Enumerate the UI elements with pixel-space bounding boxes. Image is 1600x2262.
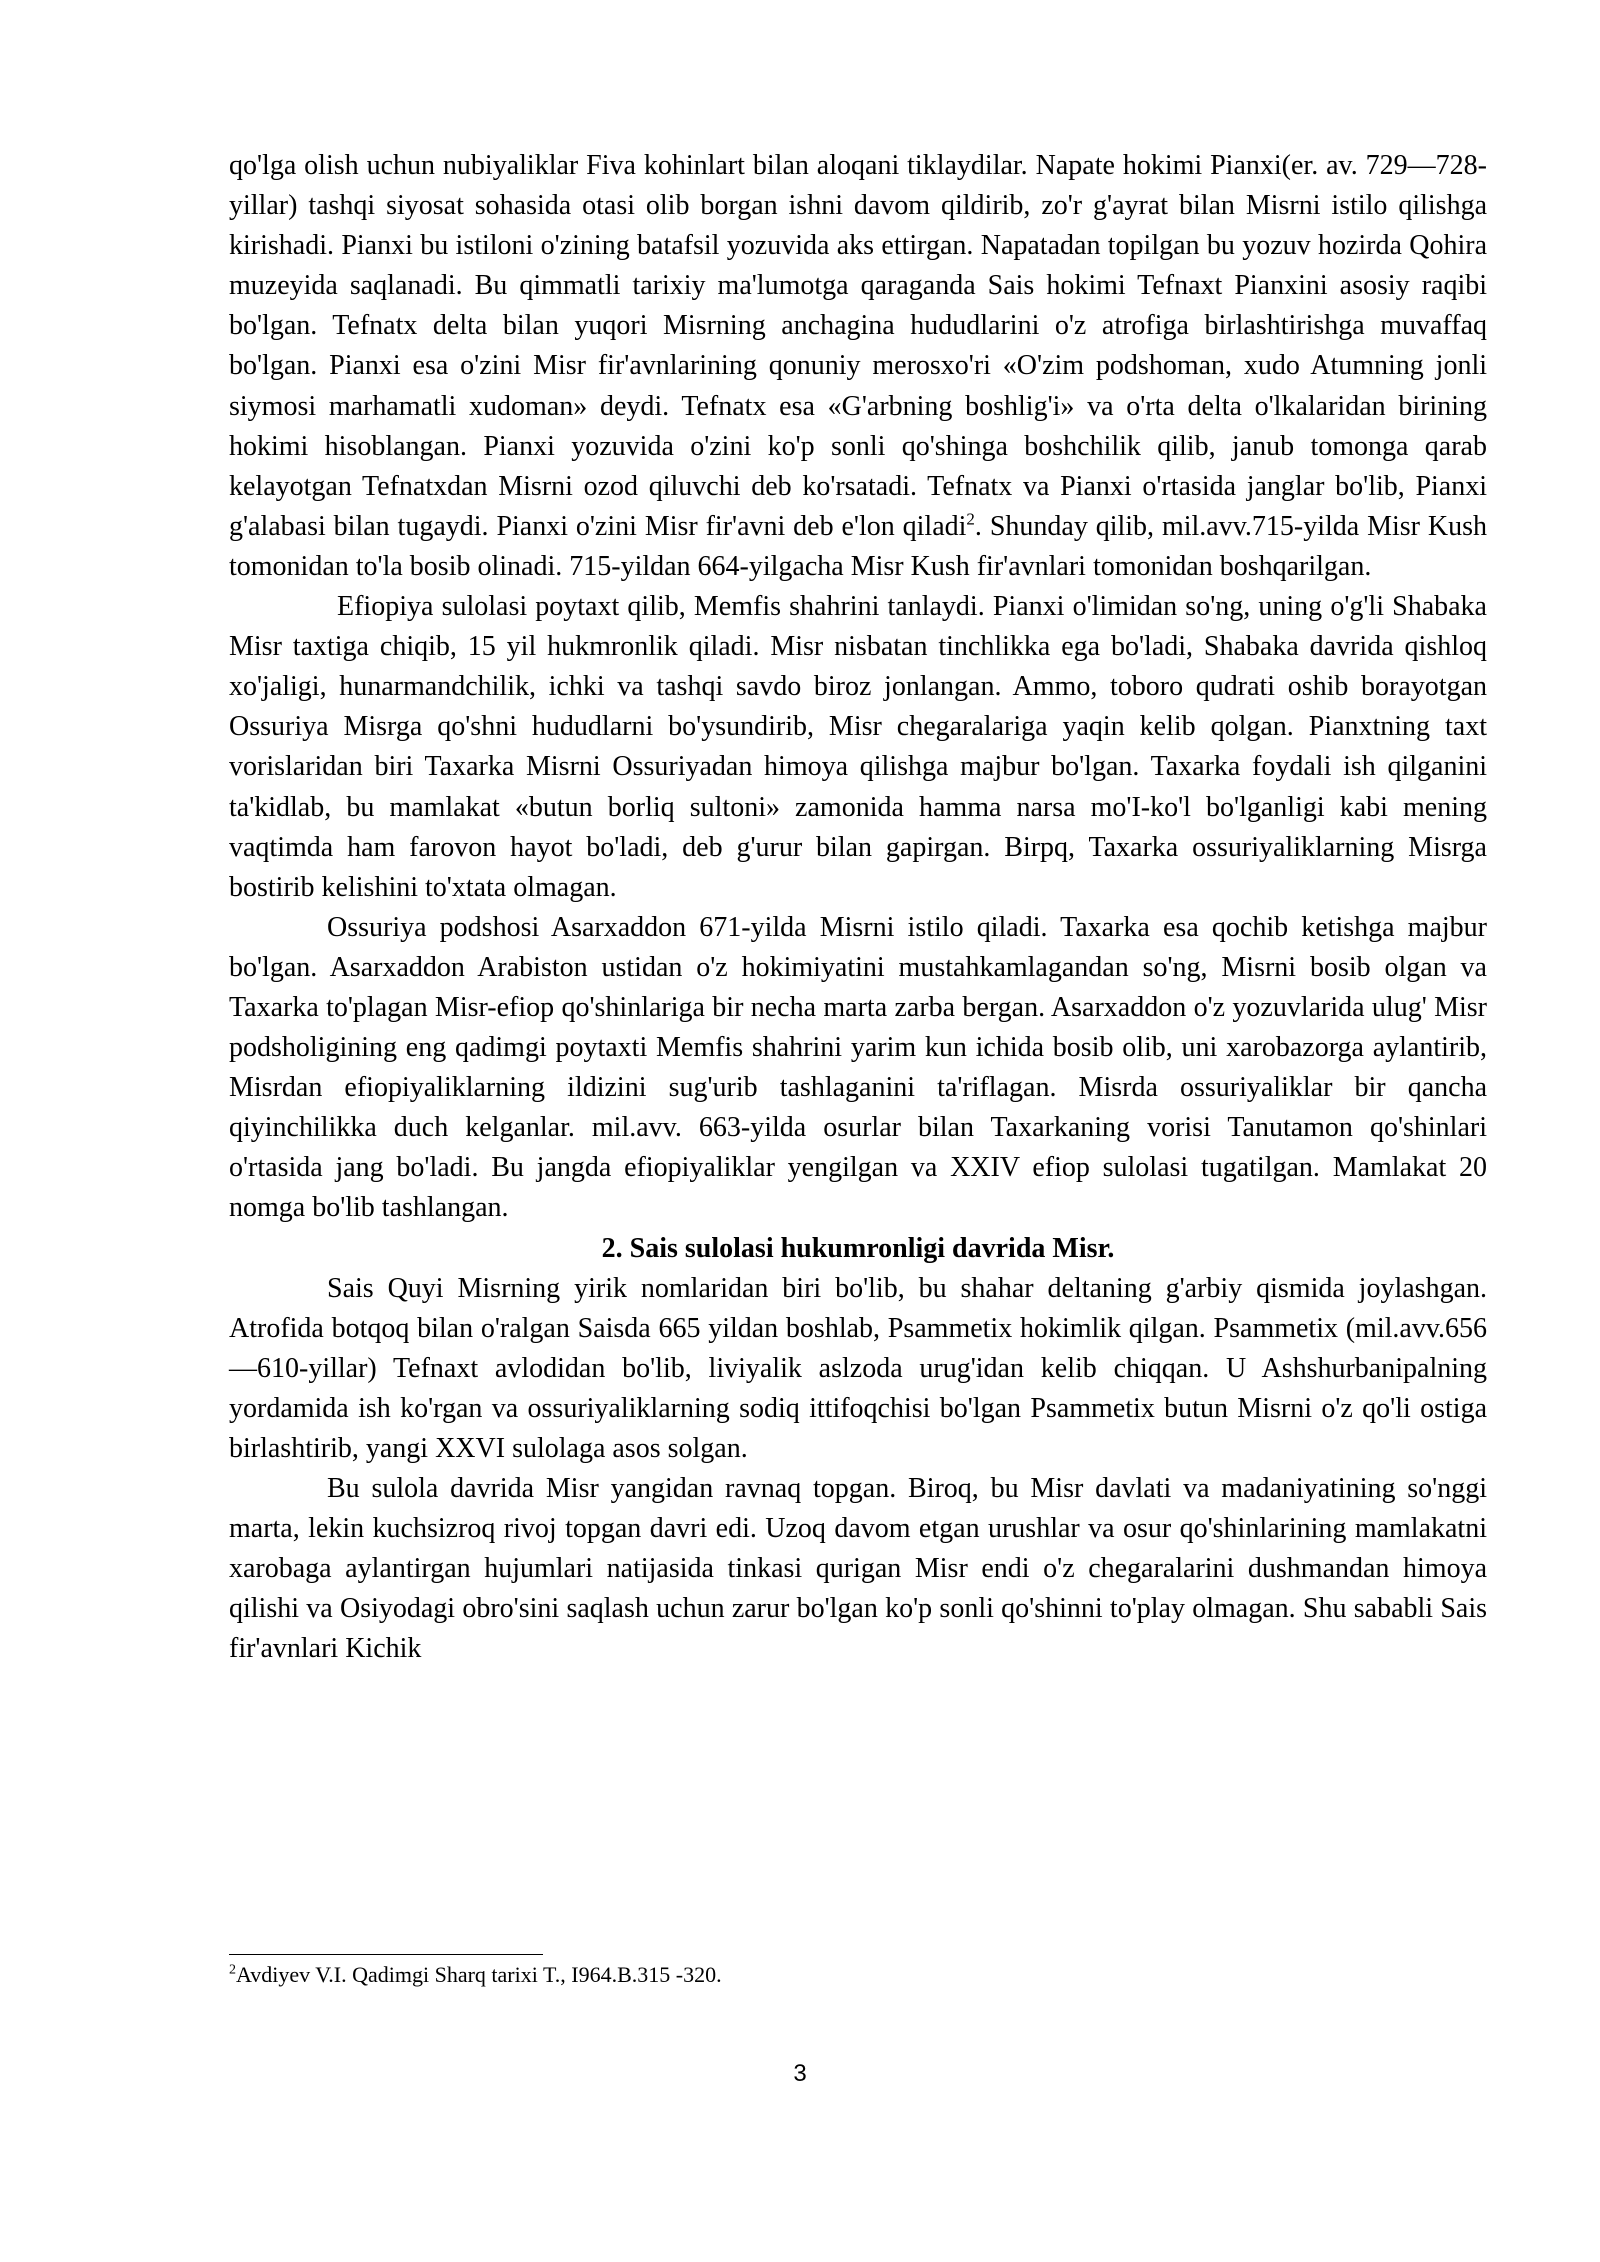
paragraph-sulola: Bu sulola davrida Misr yangidan ravnaq topgan. Biroq, bu Misr davlati va madaniyatining so'nggi marta, lekin kuchsizroq rivoj topgan davri edi. Uzoq davom etgan urushlar va osur qo'shinlarining mamlakatni xarobaga aylantirgan hujumlari natijasida tinkasi qurigan Misr endi o'z chegaralarini dushmandan himoya qilishi va Osiyodagi obro'sini saqlash uchun zarur bo'lgan ko'p sonli qo'shinni to'play olmagan. Shu sababli Sais fir'avnlari Kichik — [229, 1473, 1487, 1665]
paragraph-efiopiya: Efiopiya sulolasi poytaxt qilib, Memfis shahrini tanlaydi. Pianxi o'limidan so'ng, uning o'g'li Shabaka Misr taxtiga chiqib, 15 yil hukmronlik qiladi. Misr nisbatan tinchlikka ega bo'ladi, Shabaka davrida qishloq xo'jaligi, hunarmandchilik, ichki va tashqi savdo biroz jonlangan. Ammo, toboro qudrati oshib borayotgan Ossuriya Misrga qo'shni hududlarni bo'ysundirib, Misr chegaralariga yaqin kelib qolgan. Pianxtning taxt vorislaridan biri Taxarka Misrni Ossuriyadan himoya qilishga majbur bo'lgan. Taxarka foydali ish qilganini ta'kidlab, bu mamlakat «butun borliq sultoni» zamonida hamma narsa mo'I-ko'l bo'lganligi kabi mening vaqtimda ham farovon hayot bo'ladi, deb g'urur bilan gapirgan. Birpq, Taxarka ossuriyaliklarning Misrga bostirib kelishini to'xtata olmagan. — [229, 591, 1487, 903]
paragraph-pianxi — [229, 146, 1487, 587]
paragraph-sais: Sais Quyi Misrning yirik nomlaridan biri bo'lib, bu shahar deltaning g'arbiy qismida joylashgan. Atrofida botqoq bilan o'ralgan Saisda 665 yildan boshlab, Psammetix hokimlik qilgan. Psammetix (mil.avv.656—610-yillar) Tefnaxt avlodidan bo'lib, liviyalik aslzoda urug'idan kelib chiqqan. U Ashshurbanipalning yordamida ish ko'rgan va ossuriyaliklarning sodiq ittifoqchisi bo'lgan Psammetix butun Misrni o'z qo'li ostiga birlashtirib, yangi XXVI sulolaga asos solgan. — [229, 1272, 1487, 1464]
footnote-marker: 2 — [229, 1962, 236, 1978]
paragraph-text: qo'lga olish uchun nubiyaliklar Fiva kohinlart bilan aloqani tiklaydilar. Napate hokimi Pianxi(er. av. 729—728-yillar) tashqi siyosat sohasida otasi olib borgan ishni davom qildirib, zo'r g'ayrat bilan Misrni istilo qilishga kirishadi. Pianxi bu istiloni o'zining batafsil yozuvida aks ettirgan. Napatadan topilgan bu yozuv hozirda Qohira muzeyida saqlanadi. Bu qimmatli tarixiy ma'lumotga qaraganda Sais hokimi Tefnaxt Pianxini asosiy raqibi bo'lgan. Tefnatx delta bilan yuqori Misrning anchagina hududlarini o'z atrofiga birlashtirishga muvaffaq bo'lgan. Pianxi esa o'zini Misr fir'avnlarining qonuniy merosxo'ri «O'zim podshoman, xudo Atumning jonli siymosi marhamatli xudoman» deydi. Tefnatx esa «G'arbning boshlig'i» va o'rta delta o'lkalaridan birining hokimi hisoblangan. Pianxi yozuvida o'zini ko'p sonli qo'shinga boshchilik qilib, janub tomonga qarab kelayotgan Tefnatxdan Misrni ozod qiluvchi deb ko'rsatadi. Tefnatx va Pianxi o'rtasida janglar bo'lib, Pianxi g'alabasi bilan tugaydi. Pianxi o'zini Misr fir'avni deb e'lon qiladi — [229, 150, 1487, 542]
footnote-text: Avdiyev V.I. Qadimgi Sharq tarixi T., I964.B.315 -320. — [236, 1962, 722, 1987]
footnote-reference[interactable]: 2 — [966, 509, 975, 529]
paragraph-ossuriya: Ossuriya podshosi Asarxaddon 671-yilda Misrni istilo qiladi. Taxarka esa qochib ketishga majbur bo'lgan. Asarxaddon Arabiston ustidan o'z hokimiyatini mustahkamlagandan so'ng, Misrni bosib olgan va Taxarka to'plagan Misr-efiop qo'shinlariga bir necha marta zarba bergan. Asarxaddon o'z yozuvlarida ulug' Misr podsholigining eng qadimgi poytaxti Memfis shahrini yarim kun ichida bosib olib, uni xarobazorga aylantirib, Misrdan efiopiyaliklarning ildizini sug'urib tashlaganini ta'riflagan. Misrda ossuriyaliklar bir qancha qiyinchilikka duch kelganlar. mil.avv. 663-yilda osurlar bilan Taxarkaning vorisi Tanutamon qo'shinlari o'rtasida jang bo'ladi. Bu jangda efiopiyaliklar yengilgan va XXIV efiop sulolasi tugatilgan. Mamlakat 20 nomga bo'lib tashlangan. — [229, 911, 1487, 1224]
paragraph-text: . Shunday qilib, mil.avv.715-yilda Misr Kush tomonidan to'la bosib olinadi. 715-yildan 664-yilgacha Misr Kush fir'avnlari tomonidan boshqarilgan. — [229, 510, 1488, 582]
page-number: 3 — [793, 2060, 807, 2087]
footnote-separator — [229, 1954, 543, 1955]
body-text — [229, 146, 1487, 1670]
footnote — [229, 1960, 1487, 1990]
section-heading: 2. Sais sulolasi hukumronligi davrida Misr. — [601, 1232, 1115, 1264]
